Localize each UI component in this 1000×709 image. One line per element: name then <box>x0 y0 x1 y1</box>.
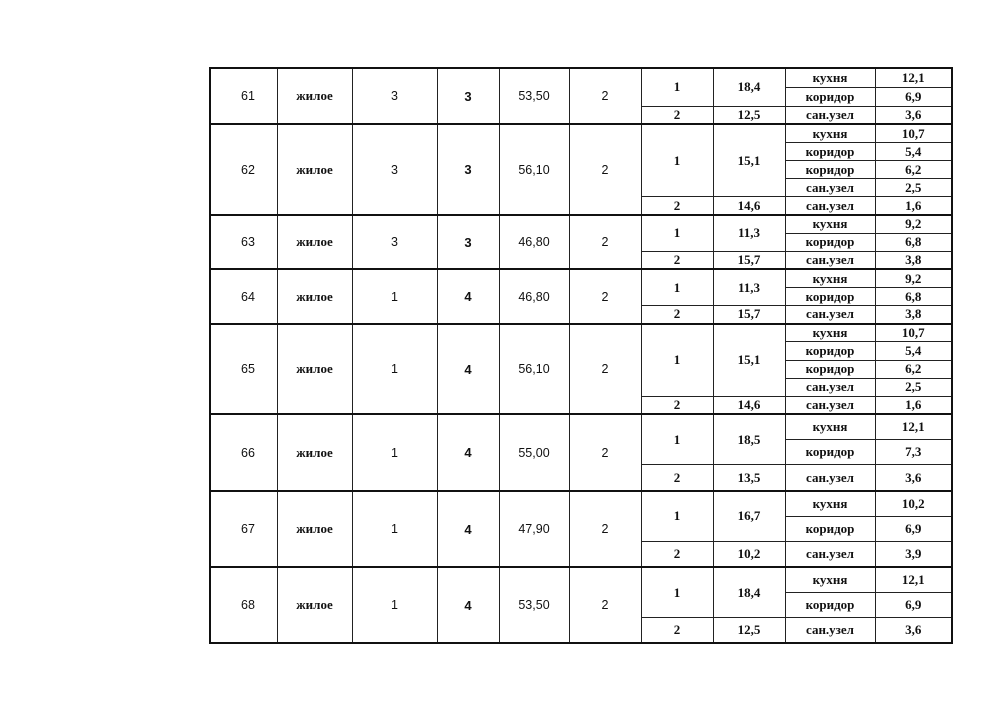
column-4-value: 4 <box>437 491 499 568</box>
auxiliary-name: коридор <box>785 143 875 161</box>
column-3-value: 1 <box>352 414 437 491</box>
auxiliary-area: 9,2 <box>875 215 952 233</box>
auxiliary-name: сан.узел <box>785 179 875 197</box>
column-3-value: 3 <box>352 215 437 269</box>
auxiliary-name: сан.узел <box>785 106 875 124</box>
column-4-value: 3 <box>437 215 499 269</box>
total-area: 46,80 <box>499 215 569 269</box>
auxiliary-area: 6,2 <box>875 360 952 378</box>
room-number: 1 <box>641 414 713 464</box>
room-number: 1 <box>641 68 713 106</box>
premises-type: жилое <box>277 215 352 269</box>
auxiliary-name: сан.узел <box>785 251 875 269</box>
auxiliary-area: 3,9 <box>875 541 952 567</box>
auxiliary-area: 5,4 <box>875 143 952 161</box>
auxiliary-area: 3,6 <box>875 618 952 643</box>
auxiliary-area: 6,9 <box>875 516 952 541</box>
room-area: 14,6 <box>713 197 785 215</box>
room-area: 18,5 <box>713 414 785 464</box>
auxiliary-name: коридор <box>785 233 875 251</box>
column-4-value: 4 <box>437 567 499 643</box>
table-row <box>210 68 952 87</box>
premises-type: жилое <box>277 324 352 415</box>
auxiliary-name: коридор <box>785 360 875 378</box>
auxiliary-name: кухня <box>785 414 875 439</box>
room-number: 1 <box>641 491 713 541</box>
room-area: 15,1 <box>713 124 785 197</box>
room-number: 1 <box>641 124 713 197</box>
auxiliary-area: 9,2 <box>875 269 952 287</box>
column-4-value: 3 <box>437 68 499 124</box>
apartment-table <box>209 67 953 644</box>
auxiliary-area: 6,8 <box>875 233 952 251</box>
rooms-count: 2 <box>569 414 641 491</box>
auxiliary-area: 2,5 <box>875 378 952 396</box>
rooms-count: 2 <box>569 567 641 643</box>
room-number: 1 <box>641 324 713 397</box>
table-row <box>210 414 952 439</box>
room-number: 2 <box>641 106 713 124</box>
auxiliary-area: 6,9 <box>875 593 952 618</box>
column-3-value: 1 <box>352 269 437 323</box>
room-area: 11,3 <box>713 269 785 305</box>
premises-type: жилое <box>277 124 352 215</box>
auxiliary-name: коридор <box>785 516 875 541</box>
auxiliary-area: 12,1 <box>875 68 952 87</box>
auxiliary-name: кухня <box>785 124 875 142</box>
room-number: 2 <box>641 251 713 269</box>
total-area: 56,10 <box>499 124 569 215</box>
apartment-number: 62 <box>210 124 277 215</box>
auxiliary-area: 1,6 <box>875 396 952 414</box>
auxiliary-name: сан.узел <box>785 306 875 324</box>
apartment-number: 67 <box>210 491 277 568</box>
premises-type: жилое <box>277 269 352 323</box>
column-3-value: 3 <box>352 124 437 215</box>
total-area: 47,90 <box>499 491 569 568</box>
document-sheet <box>209 67 951 644</box>
rooms-count: 2 <box>569 215 641 269</box>
room-area: 18,4 <box>713 567 785 617</box>
apartment-number: 65 <box>210 324 277 415</box>
auxiliary-area: 6,8 <box>875 288 952 306</box>
rooms-count: 2 <box>569 491 641 568</box>
premises-type: жилое <box>277 414 352 491</box>
auxiliary-name: сан.узел <box>785 618 875 643</box>
apartment-number: 66 <box>210 414 277 491</box>
room-area: 14,6 <box>713 396 785 414</box>
auxiliary-area: 3,8 <box>875 251 952 269</box>
total-area: 46,80 <box>499 269 569 323</box>
auxiliary-name: сан.узел <box>785 378 875 396</box>
table-row <box>210 491 952 516</box>
auxiliary-name: кухня <box>785 215 875 233</box>
room-area: 15,7 <box>713 306 785 324</box>
column-3-value: 1 <box>352 567 437 643</box>
auxiliary-area: 12,1 <box>875 567 952 592</box>
auxiliary-name: коридор <box>785 288 875 306</box>
rooms-count: 2 <box>569 324 641 415</box>
column-4-value: 3 <box>437 124 499 215</box>
auxiliary-name: коридор <box>785 87 875 106</box>
room-area: 12,5 <box>713 106 785 124</box>
room-number: 2 <box>641 396 713 414</box>
column-3-value: 1 <box>352 491 437 568</box>
room-number: 1 <box>641 567 713 617</box>
column-4-value: 4 <box>437 414 499 491</box>
auxiliary-area: 3,6 <box>875 465 952 491</box>
auxiliary-area: 6,2 <box>875 161 952 179</box>
auxiliary-name: кухня <box>785 491 875 516</box>
apartment-number: 64 <box>210 269 277 323</box>
auxiliary-name: коридор <box>785 342 875 360</box>
auxiliary-name: кухня <box>785 567 875 592</box>
room-area: 15,1 <box>713 324 785 397</box>
auxiliary-name: коридор <box>785 593 875 618</box>
column-3-value: 1 <box>352 324 437 415</box>
table-row <box>210 124 952 142</box>
auxiliary-name: кухня <box>785 68 875 87</box>
rooms-count: 2 <box>569 269 641 323</box>
auxiliary-name: кухня <box>785 324 875 342</box>
auxiliary-area: 2,5 <box>875 179 952 197</box>
room-area: 11,3 <box>713 215 785 251</box>
premises-type: жилое <box>277 567 352 643</box>
room-number: 2 <box>641 465 713 491</box>
column-4-value: 4 <box>437 324 499 415</box>
auxiliary-name: сан.узел <box>785 396 875 414</box>
total-area: 53,50 <box>499 68 569 124</box>
table-row <box>210 215 952 233</box>
auxiliary-name: коридор <box>785 440 875 465</box>
room-area: 12,5 <box>713 618 785 643</box>
auxiliary-name: коридор <box>785 161 875 179</box>
apartment-number: 68 <box>210 567 277 643</box>
premises-type: жилое <box>277 491 352 568</box>
room-area: 18,4 <box>713 68 785 106</box>
table-row <box>210 324 952 342</box>
auxiliary-area: 1,6 <box>875 197 952 215</box>
total-area: 53,50 <box>499 567 569 643</box>
table-row <box>210 269 952 287</box>
auxiliary-name: сан.узел <box>785 465 875 491</box>
room-number: 2 <box>641 197 713 215</box>
room-number: 2 <box>641 306 713 324</box>
auxiliary-area: 6,9 <box>875 87 952 106</box>
room-number: 2 <box>641 541 713 567</box>
rooms-count: 2 <box>569 124 641 215</box>
auxiliary-area: 10,7 <box>875 124 952 142</box>
auxiliary-area: 5,4 <box>875 342 952 360</box>
auxiliary-name: сан.узел <box>785 197 875 215</box>
auxiliary-name: сан.узел <box>785 541 875 567</box>
apartment-number: 61 <box>210 68 277 124</box>
room-area: 16,7 <box>713 491 785 541</box>
room-area: 10,2 <box>713 541 785 567</box>
column-3-value: 3 <box>352 68 437 124</box>
auxiliary-name: кухня <box>785 269 875 287</box>
rooms-count: 2 <box>569 68 641 124</box>
room-number: 2 <box>641 618 713 643</box>
premises-type: жилое <box>277 68 352 124</box>
room-area: 15,7 <box>713 251 785 269</box>
auxiliary-area: 12,1 <box>875 414 952 439</box>
auxiliary-area: 7,3 <box>875 440 952 465</box>
total-area: 55,00 <box>499 414 569 491</box>
room-number: 1 <box>641 269 713 305</box>
auxiliary-area: 10,7 <box>875 324 952 342</box>
column-4-value: 4 <box>437 269 499 323</box>
apartment-number: 63 <box>210 215 277 269</box>
total-area: 56,10 <box>499 324 569 415</box>
room-area: 13,5 <box>713 465 785 491</box>
auxiliary-area: 10,2 <box>875 491 952 516</box>
room-number: 1 <box>641 215 713 251</box>
auxiliary-area: 3,6 <box>875 106 952 124</box>
auxiliary-area: 3,8 <box>875 306 952 324</box>
table-row <box>210 567 952 592</box>
